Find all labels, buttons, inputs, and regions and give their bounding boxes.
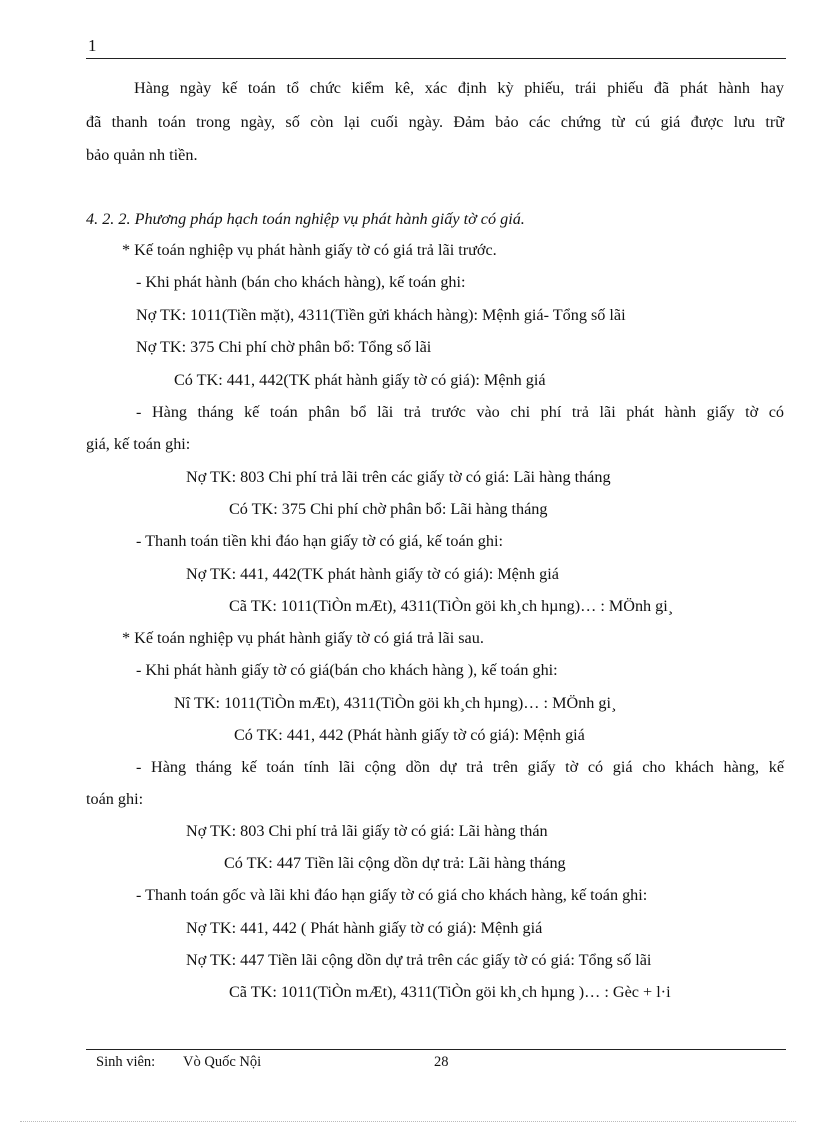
entry-line: Có TK: 441, 442 (Phát hành giấy tờ có giá): Mệnh giá (234, 726, 585, 744)
entry-line: Nợ TK: 441, 442 ( Phát hành giấy tờ có giá): Mệnh giá (186, 919, 543, 937)
entry-line: Nợ TK: 441, 442(TK phát hành giấy tờ có giá): Mệnh giá (186, 565, 559, 583)
paragraph-line: - Khi phát hành (bán cho khách hàng), kế toán ghi: (136, 273, 466, 291)
paragraph-line: giá, kế toán ghi: (86, 435, 191, 453)
footer-student-label: Sinh viên: (96, 1054, 156, 1070)
entry-line: Nợ TK: 447 Tiền lãi cộng dồn dự trả trên các giấy tờ có giá: Tổng số lãi (186, 951, 652, 969)
footer-rule (86, 1049, 786, 1050)
paragraph-line: đã thanh toán trong ngày, số còn lại cuối ngày. Đảm bảo các chứng từ cú giá được lưu trữ (86, 113, 784, 131)
paragraph-line: toán ghi: (86, 790, 144, 808)
entry-line: Cã TK: 1011(TiÒn mÆt), 4311(TiÒn göi kh¸ch hµng)… : MÖnh gi¸ (229, 597, 674, 615)
paragraph-line: - Khi phát hành giấy tờ có giá(bán cho khách hàng ), kế toán ghi: (136, 661, 558, 679)
entry-line: Có TK: 375 Chi phí chờ phân bổ: Lãi hàng tháng (229, 500, 548, 518)
entry-line: Cã TK: 1011(TiÒn mÆt), 4311(TiÒn göi kh¸ch hµng )… : Gèc + l·i (229, 983, 671, 1001)
header-page-number: 1 (88, 36, 97, 55)
entry-line: Có TK: 447 Tiền lãi cộng dồn dự trả: Lãi hàng tháng (224, 854, 566, 872)
paragraph-line: - Thanh toán gốc và lãi khi đáo hạn giấy tờ có giá cho khách hàng, kế toán ghi: (136, 886, 648, 904)
paragraph-line: - Hàng tháng kế toán tính lãi cộng dồn dự trả trên giấy tờ có giá cho khách hàng, kế (136, 758, 784, 776)
paragraph-line: bảo quản nh tiền. (86, 146, 198, 164)
entry-line: Nợ TK: 803 Chi phí trả lãi giấy tờ có giá: Lãi hàng thán (186, 822, 548, 840)
entry-line: Nî TK: 1011(TiÒn mÆt), 4311(TiÒn göi kh¸ch hµng)… : MÖnh gi¸ (174, 694, 617, 712)
header-rule (86, 58, 786, 59)
paragraph-line: Hàng ngày kế toán tổ chức kiểm kê, xác định kỳ phiếu, trái phiếu đã phát hành hay (134, 79, 784, 97)
footer-student-name: Vò Quốc Nội (183, 1054, 262, 1070)
entry-line: Nợ TK: 803 Chi phí trả lãi trên các giấy tờ có giá: Lãi hàng tháng (186, 468, 611, 486)
entry-line: Nợ TK: 1011(Tiền mặt), 4311(Tiền gửi khách hàng): Mệnh giá- Tổng số lãi (136, 306, 626, 324)
paragraph-line: - Thanh toán tiền khi đáo hạn giấy tờ có giá, kế toán ghi: (136, 532, 503, 550)
footer-page-number: 28 (434, 1054, 449, 1070)
section-heading: 4. 2. 2. Phương pháp hạch toán nghiệp vụ phát hành giấy tờ có giá. (86, 210, 525, 228)
subsection-heading: * Kế toán nghiệp vụ phát hành giấy tờ có giá trả lãi trước. (122, 241, 497, 259)
entry-line: Có TK: 441, 442(TK phát hành giấy tờ có giá): Mệnh giá (174, 371, 546, 389)
page-bottom-dotted-edge (20, 1121, 796, 1122)
subsection-heading: * Kế toán nghiệp vụ phát hành giấy tờ có giá trả lãi sau. (122, 629, 484, 647)
paragraph-line: - Hàng tháng kế toán phân bổ lãi trả trước vào chi phí trả lãi phát hành giấy tờ có (136, 403, 784, 421)
entry-line: Nợ TK: 375 Chi phí chờ phân bổ: Tổng số lãi (136, 338, 432, 356)
